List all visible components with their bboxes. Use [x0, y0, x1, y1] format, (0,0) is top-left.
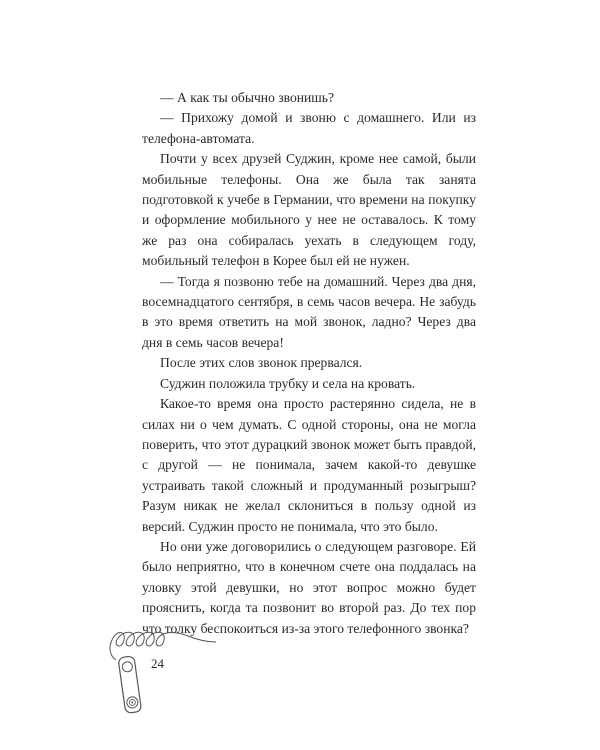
paragraph-8: Но они уже договорились о следующем разговоре. Ей было неприятно, что в конечном счете она поддалась на уловку этой девушки, но этот вопрос можно будет прояснить, когда та позвонит во второй раз. До тех пор что толку беспокоиться из-за этого телефонного звонка? — [142, 538, 476, 636]
paragraph-2: — Прихожу домой и звоню с домашнего. Или из телефона-автомата. — [142, 110, 476, 146]
telephone-cord-icon — [108, 628, 218, 728]
paragraph-3: Почти у всех друзей Суджин, кроме нее самой, были мобильные телефоны. Она же была так занята подготовкой к учебе в Германии, что времени на покупку и оформление мобильного у нее не оставалось. К тому же раз она собиралась уехать в следующем году, мобильный телефон в Корее был ей не нужен. — [142, 151, 476, 269]
paragraph-6: Суджин положила трубку и села на кровать. — [160, 375, 416, 391]
paragraph-5: После этих слов звонок прервался. — [160, 355, 363, 371]
paragraph-7: Какое-то время она просто растерянно сидела, не в силах ни о чем думать. С одной стороны, она не могла поверить, что этот дурацкий звонок может быть правдой, с другой — не понимала, зачем какой-то девушке устраивать такой сложный и продуманный розыгрыш? Разум никак не желал склониться в пользу одной из версий. Суджин просто не понимала, что это было. — [142, 396, 476, 534]
page-number: 24 — [151, 656, 164, 671]
body-text — [142, 88, 476, 639]
paragraph-4: — Тогда я позвоню тебе на домашний. Через два дня, восемнадцатого сентября, в семь часов вечера. Не забудь в это время ответить на мой звонок, ладно? Через два дня в семь часов вечера! — [142, 273, 476, 350]
paragraph-1: — А как ты обычно звонишь? — [160, 90, 335, 105]
